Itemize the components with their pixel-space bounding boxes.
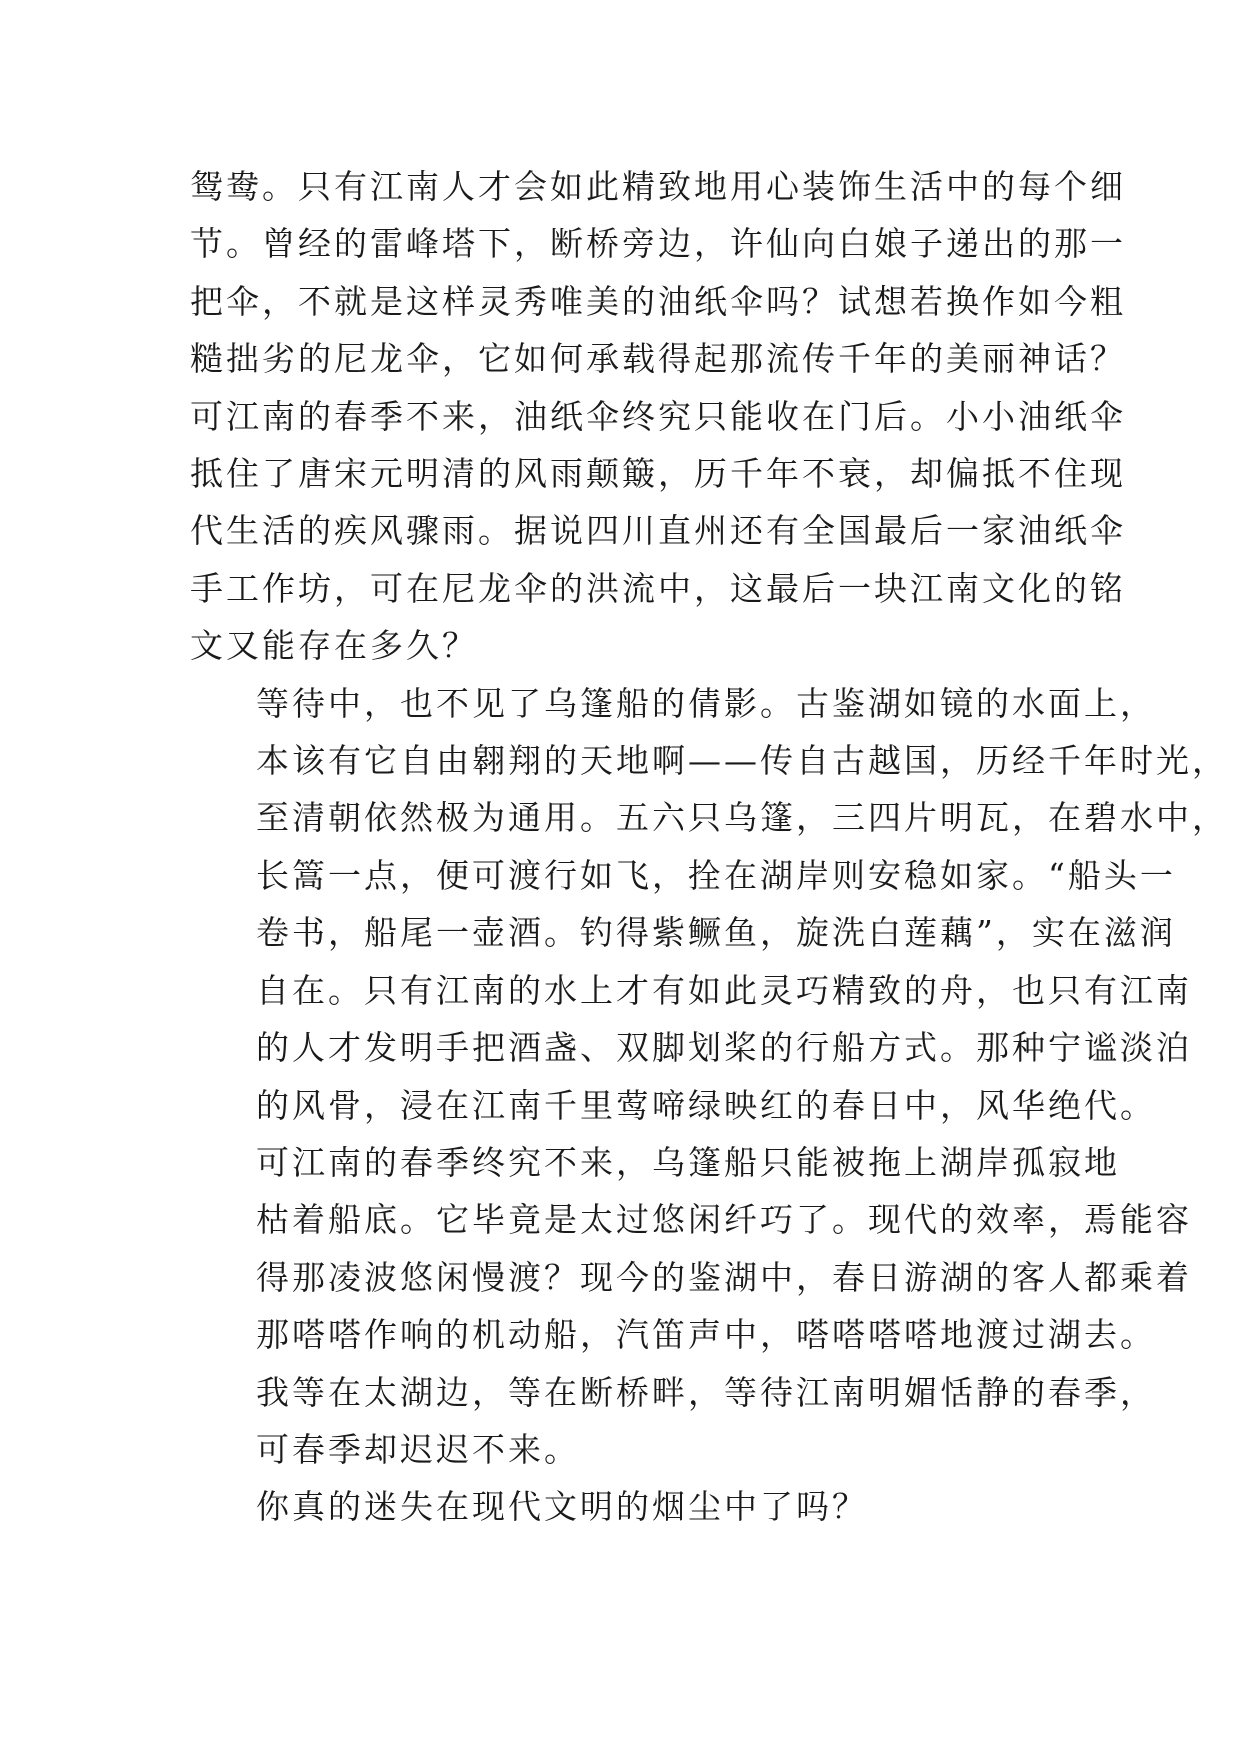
paragraph — [190, 1364, 1156, 1479]
text-line: 长篙一点，便可渡行如飞，拴在湖岸则安稳如家。“船头一 — [256, 855, 1176, 895]
paragraph — [190, 1134, 1192, 1364]
paragraph — [190, 1478, 1070, 1535]
text-line: 我等在太湖边，等在断桥畔，等待江南明媚恬静的春季， — [256, 1372, 1156, 1412]
text-line: 那嗒嗒作响的机动船，汽笛声中，嗒嗒嗒嗒地渡过湖去。 — [256, 1315, 1156, 1355]
text-line: 自在。只有江南的水上才有如此灵巧精致的舟，也只有江南 — [256, 970, 1192, 1010]
text-line: 的风骨，浸在江南千里莺啼绿映红的春日中，风华绝代。 — [256, 1085, 1156, 1125]
text-line: 节。曾经的雷峰塔下，断桥旁边，许仙向白娘子递出的那一 — [190, 224, 1126, 264]
text-line: 可江南的春季终究不来，乌篷船只能被拖上湖岸孤寂地 — [256, 1142, 1120, 1182]
paragraph — [190, 158, 1126, 675]
text-line: 等待中，也不见了乌篷船的倩影。古鉴湖如镜的水面上， — [256, 683, 1156, 723]
text-line: 你真的迷失在现代文明的烟尘中了吗？ — [256, 1487, 868, 1527]
text-line: 抵住了唐宋元明清的风雨颠簸，历千年不衰，却偏抵不住现 — [190, 454, 1126, 494]
text-line: 的人才发明手把酒盏、双脚划桨的行船方式。那种宁谧淡泊 — [256, 1028, 1192, 1068]
paragraph — [190, 675, 1228, 1134]
text-line: 鸳鸯。只有江南人才会如此精致地用心装饰生活中的每个细 — [190, 167, 1126, 206]
text-line: 至清朝依然极为通用。五六只乌篷，三四片明瓦，在碧水中， — [256, 798, 1228, 838]
text-line: 可江南的春季不来，油纸伞终究只能收在门后。小小油纸伞 — [190, 396, 1126, 436]
article-body — [190, 158, 1228, 1536]
text-line: 得那凌波悠闲慢渡？现今的鉴湖中，春日游湖的客人都乘着 — [256, 1257, 1192, 1297]
text-line: 代生活的疾风骤雨。据说四川直州还有全国最后一家油纸伞 — [190, 511, 1126, 551]
text-line: 手工作坊，可在尼龙伞的洪流中，这最后一块江南文化的铭 — [190, 568, 1126, 608]
text-line: 糙拙劣的尼龙伞，它如何承载得起那流传千年的美丽神话？ — [190, 339, 1126, 379]
text-line: 文又能存在多久？ — [190, 626, 478, 666]
text-line: 把伞，不就是这样灵秀唯美的油纸伞吗？试想若换作如今粗 — [190, 281, 1126, 321]
text-line: 枯着船底。它毕竟是太过悠闲纤巧了。现代的效率，焉能容 — [256, 1200, 1192, 1240]
text-line: 卷书，船尾一壶酒。钓得紫鳜鱼，旋洗白莲藕”，实在滋润 — [256, 913, 1176, 953]
text-line: 可春季却迟迟不来。 — [256, 1429, 580, 1469]
text-line: 本该有它自由翱翔的天地啊——传自古越国，历经千年时光， — [256, 741, 1228, 781]
